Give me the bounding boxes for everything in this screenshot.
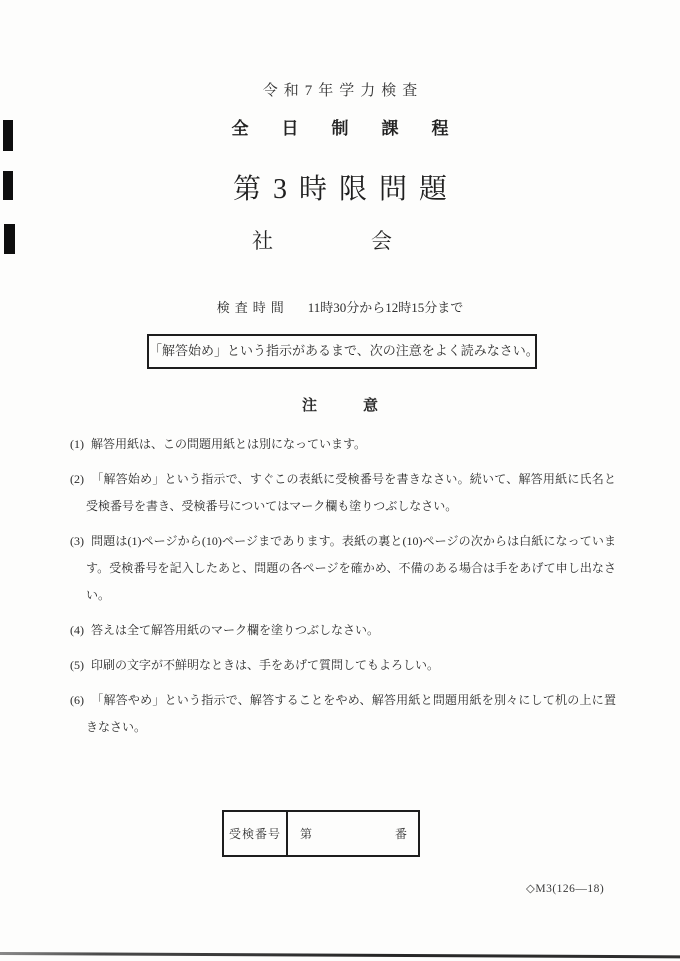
footer-code: ◇M3(126—18)	[526, 883, 605, 895]
instruction-marker: (5)	[70, 658, 84, 672]
instruction-marker: (6)	[70, 693, 84, 707]
instruction-item-3	[70, 528, 616, 609]
instruction-text: 「解答やめ」という指示で、解答することをやめ、解答用紙と問題用紙を別々にして机の上に置きなさい。	[86, 693, 616, 734]
subject-title	[0, 225, 662, 255]
instruction-item-6	[70, 687, 616, 741]
instruction-marker: (3)	[70, 534, 84, 548]
exam-year-title	[0, 79, 680, 100]
period-title-text: 第3時限問題	[232, 174, 459, 205]
subject-title-text: 社会	[252, 229, 490, 253]
instruction-item-5	[70, 652, 616, 679]
examinee-number-label: 受検番号	[224, 812, 288, 855]
period-title	[0, 167, 680, 207]
notice-box-text: 「解答始め」という指示があるまで、次の注意をよく読みなさい。	[149, 343, 539, 358]
instruction-text: 「解答始め」という指示で、すぐこの表紙に受検番号を書きなさい。続いて、解答用紙に氏名と受検番号を書き、受検番号についてはマーク欄も塗りつぶしなさい。	[86, 472, 616, 513]
instruction-marker: (4)	[70, 623, 84, 637]
examinee-number-prefix: 第	[300, 827, 313, 841]
instructions-list	[70, 431, 616, 749]
examinee-number-field	[288, 812, 418, 855]
exam-time-label: 検査時間	[216, 300, 289, 315]
instruction-text: 解答用紙は、この問題用紙とは別になっています。	[91, 437, 367, 451]
attention-heading	[0, 394, 680, 415]
instruction-item-1	[70, 431, 616, 458]
instruction-text: 答えは全て解答用紙のマーク欄を塗りつぶしなさい。	[91, 623, 380, 637]
instruction-item-2	[70, 466, 616, 520]
scan-edge-line	[0, 952, 680, 958]
attention-heading-text: 注意	[301, 398, 424, 414]
instruction-text: 印刷の文字が不鮮明なときは、手をあげて質問してもよろしい。	[91, 658, 440, 672]
course-type-text: 全日制課程	[231, 119, 482, 138]
course-type-title	[0, 114, 680, 139]
examinee-number-suffix: 番	[394, 827, 407, 841]
instruction-marker: (2)	[70, 472, 84, 486]
instruction-item-4	[70, 617, 616, 644]
examinee-number-box	[222, 810, 420, 857]
exam-year-title-text: 令和7年学力検査	[262, 83, 424, 99]
instruction-text: 問題は(1)ページから(10)ページまであります。表紙の裏と(10)ページの次からは白紙になっています。受検番号を記入したあと、問題の各ページを確かめ、不備のある場合は手をあげて申し出なさい。	[86, 534, 616, 602]
exam-time-line	[0, 297, 680, 316]
notice-box	[147, 334, 537, 369]
exam-time-value: 11時30分から12時15分まで	[307, 300, 464, 315]
instruction-marker: (1)	[70, 437, 84, 451]
